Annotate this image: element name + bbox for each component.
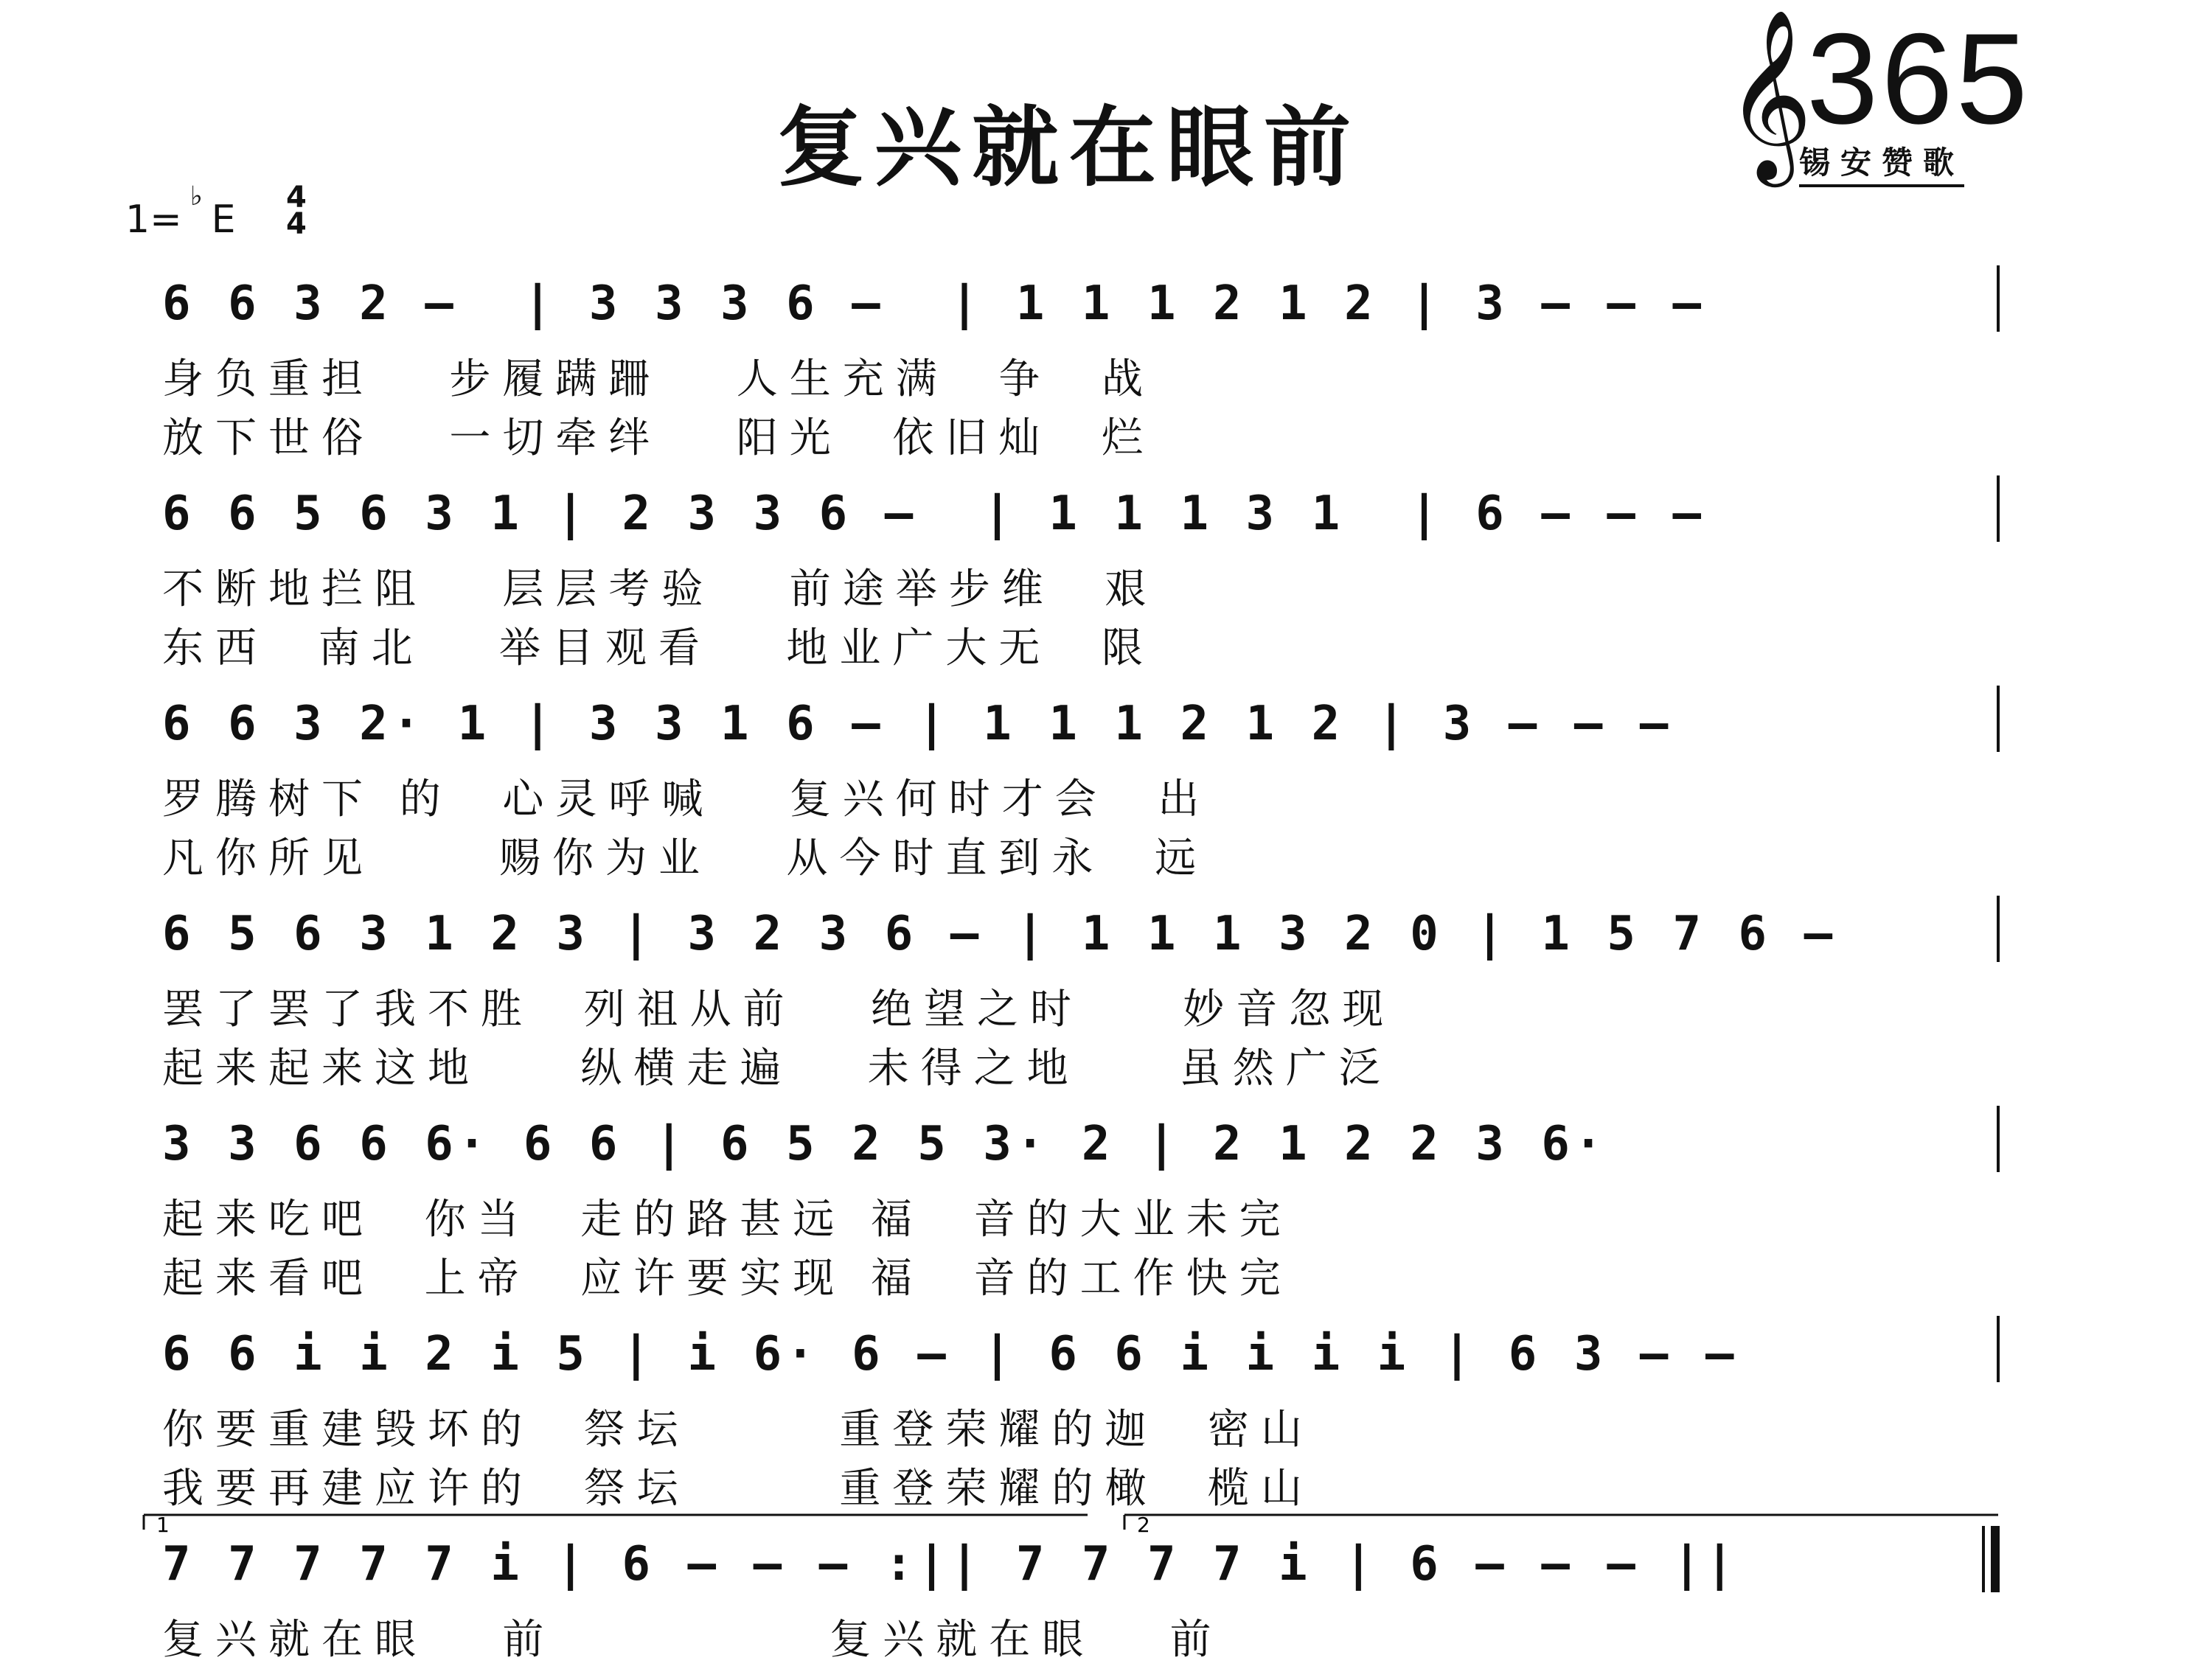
lyric-verse-1: 不断地拦阻 层层考验 前途举步维 艰 [162,565,1158,613]
lyric-verse-1: 身负重担 步履蹒跚 人生充满 争 战 [162,355,1155,403]
lyric-verse-2: 起来起来这地 纵横走遍 未得之地 虽然广泛 [162,1045,1392,1092]
lyric-verse-1: 罢了罢了我不胜 列祖从前 绝望之时 妙音忽现 [162,986,1396,1034]
logo-number: 365 [1806,7,2031,151]
lyric-verse-2: 东西 南北 举目观看 地业广大无 限 [162,624,1155,672]
notation-line: 6 5 6 3 1 2 3 | 3 2 3 6 — | 1 1 1 3 2 0 | 1 5 7 6 — [162,907,1837,961]
lyric-verse-2: 放下世俗 一切牵绊 阳光 依旧灿 烂 [162,414,1155,462]
flat-sign: ♭ [190,181,203,212]
notation-line: 6 6 3 2· 1 | 3 3 1 6 — | 1 1 1 2 1 2 | 3 — — — [162,697,1673,751]
logo-subtitle: 锡安赞歌 [1799,139,1964,187]
lyric-verse-2: 凡你所见 赐你为业 从今时直到永 远 [162,834,1208,882]
page-title: 复兴就在眼前 [776,97,1361,198]
time-top: 4 [286,181,307,215]
lyric-verse-1: 起来吃吧 你当 走的路甚远 福 音的大业未完 [162,1196,1293,1244]
lyric-verse-1: 罗腾树下 的 心灵呼喊 复兴何时才会 出 [162,776,1211,823]
volta-number-2: 2 [1137,1513,1150,1537]
volta-number-1: 1 [156,1513,170,1537]
notation-line: 3 3 6 6 6· 6 6 | 6 5 2 5 3· 2 | 2 1 2 2 3 6· [162,1117,1607,1171]
volta-bracket-1 [144,1513,1088,1537]
notation-line: 6 6 i i 2 i 5 | i 6· 6 — | 6 6 i i i i | 6 3 — — [162,1327,1739,1381]
treble-clef-icon: 𝄞 [1725,8,1813,180]
notation-line: 6 6 3 2 — | 3 3 3 6 — | 1 1 1 2 1 2 | 3 — — — [162,276,1705,331]
lyric-verse-1: 复兴就在眼 前 复兴就在眼 前 [162,1616,1223,1664]
volta-bracket-2 [1124,1513,1998,1537]
key-prefix: 1= [125,198,182,242]
lyric-verse-2: 起来看吧 上帝 应许要实现 福 音的工作快完 [162,1255,1293,1303]
key-note: E [211,198,236,242]
time-bottom: 4 [286,207,307,241]
lyric-verse-1: 你要重建毁坏的 祭坛 重登荣耀的迦 密山 [162,1406,1315,1454]
notation-line: 7 7 7 7 7 i | 6 — — — :|| 7 7 7 7 i | 6 — — — || [162,1537,1739,1592]
lyric-verse-2: 我要再建应许的 祭坛 重登荣耀的橄 榄山 [162,1465,1315,1513]
notation-line: 6 6 5 6 3 1 | 2 3 3 6 — | 1 1 1 3 1 | 6 — — — [162,487,1705,541]
